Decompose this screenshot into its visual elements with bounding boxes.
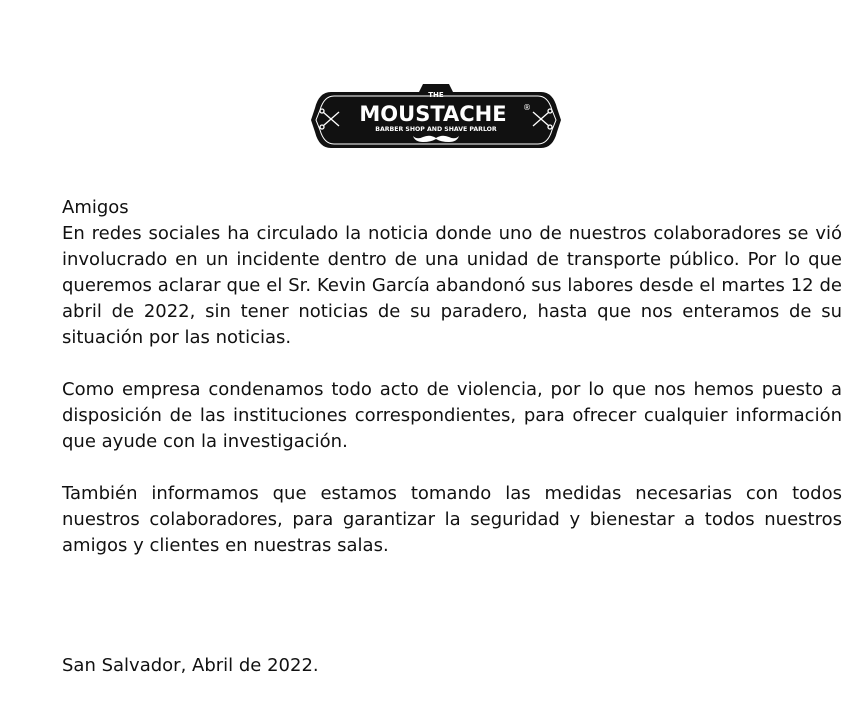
letter-paragraph-3: También informamos que estamos tomando las medidas necesarias con todos nuestros colaboradores, para garantizar la seguridad y bienestar a todos nuestros amigos y clientes en nuestras salas. [62,483,842,556]
logo-registered-mark: ® [523,103,531,112]
logo-tagline-text: BARBER SHOP AND SHAVE PARLOR [375,126,497,133]
letter-paragraph-2: Como empresa condenamos todo acto de violencia, por lo que nos hemos puesto a disposición de las instituciones correspondientes, para ofrecer cualquier información que ayude con la investigación. [62,379,842,452]
letter-greeting: Amigos [62,197,129,218]
logo-the-text: THE [428,91,444,99]
letter-signoff: San Salvador, Abril de 2022. [62,655,319,676]
letter-body [62,195,842,585]
moustache-logo-graphic [309,80,563,160]
brand-logo [309,80,563,160]
letter-paragraph-1: En redes sociales ha circulado la noticia donde uno de nuestros colaboradores se vió involucrado en un incidente dentro de una unidad de transporte público. Por lo que queremos aclarar que el Sr. Kevin García abandonó sus labores desde el martes 12 de abril de 2022, sin tener noticias de su paradero, hasta que nos enteramos de su situación por las noticias. [62,223,842,348]
logo-brand-text: MOUSTACHE [359,102,507,126]
